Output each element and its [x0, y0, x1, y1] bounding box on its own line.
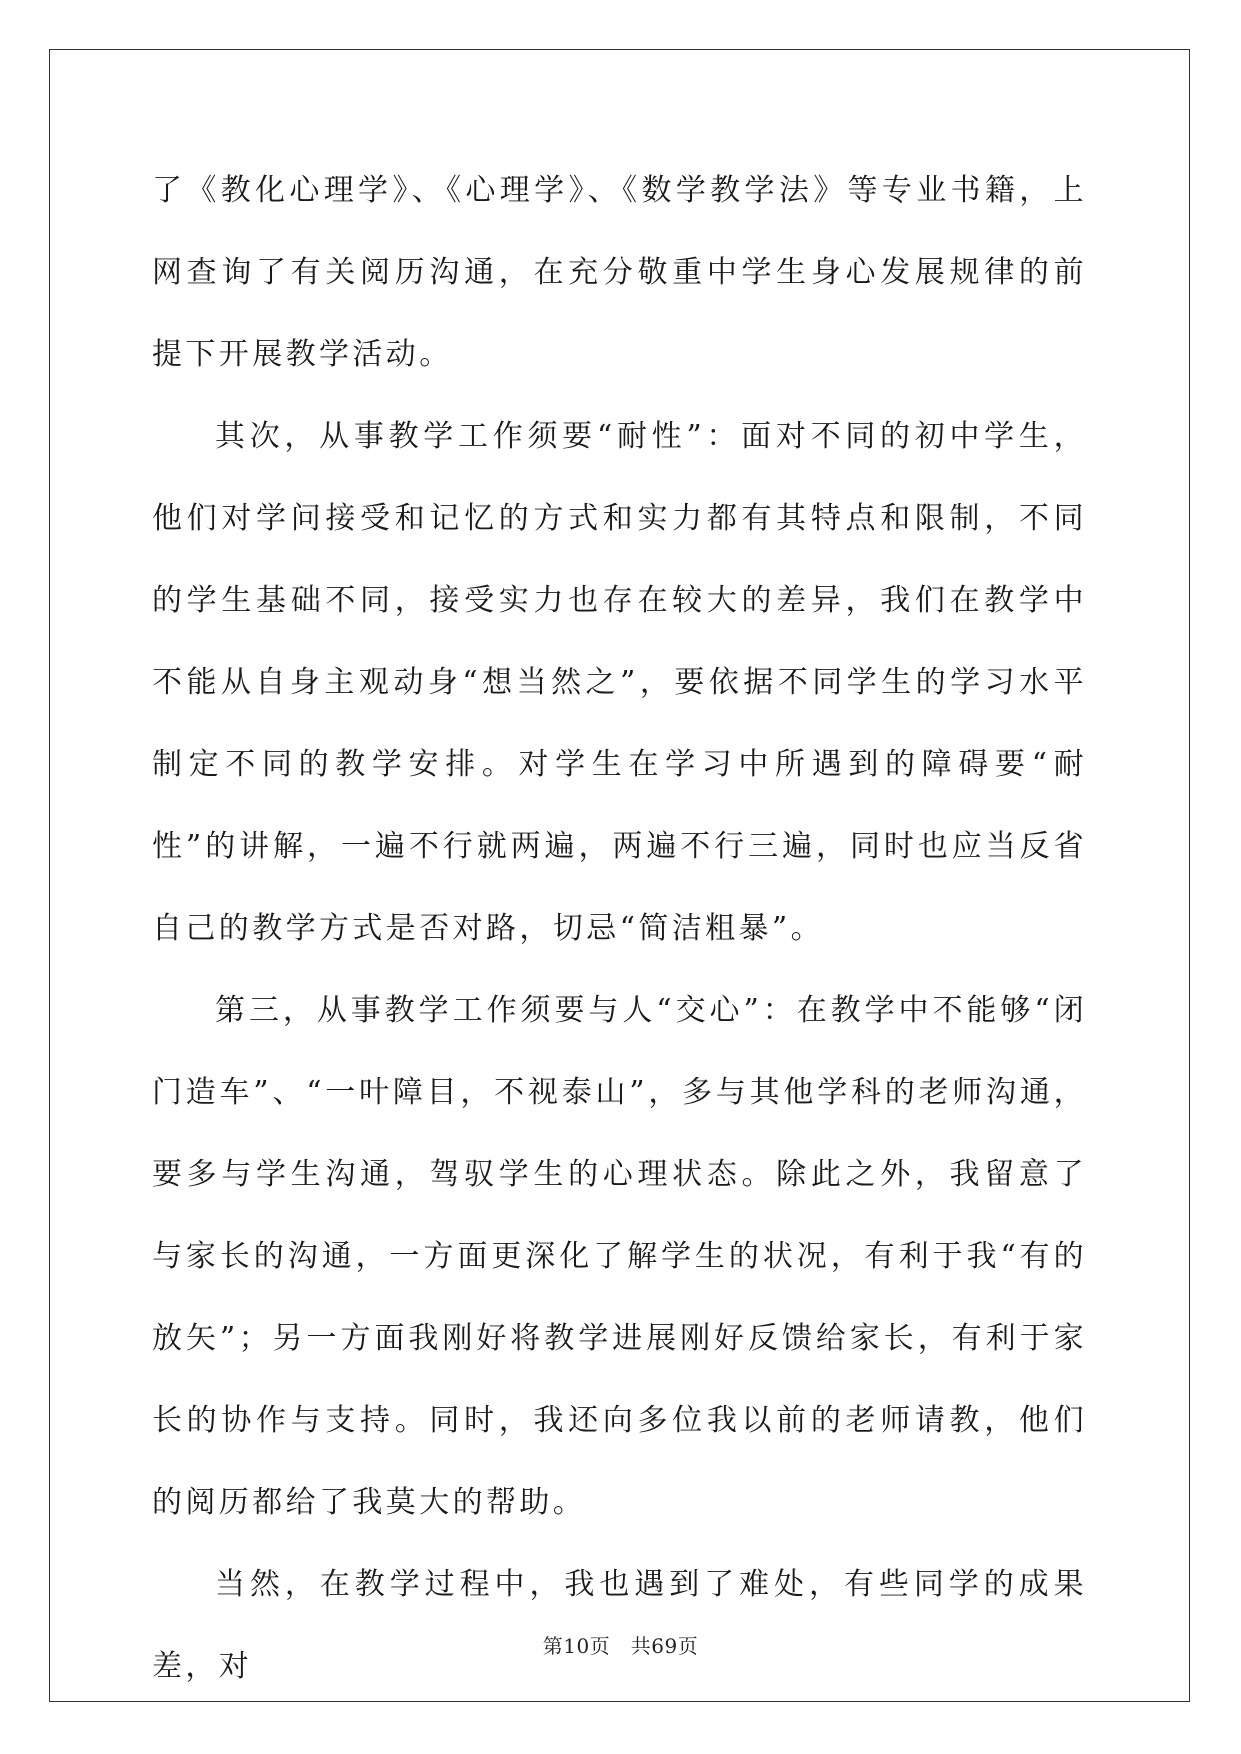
paragraph-1: 了《教化心理学》、《心理学》、《数学教学法》等专业书籍，上网查询了有关阅历沟通，在充分敬重中学生身心发展规律的前提下开展教学活动。	[152, 173, 1087, 372]
paragraph-2: 其次，从事教学工作须要“耐性”：面对不同的初中学生，他们对学问接受和记忆的方式和实力都有其特点和限制，不同的学生基础不同，接受实力也存在较大的差异，我们在教学中不能从自身主观动身“想当然之”，要依据不同学生的学习水平制定不同的教学安排。对学生在学习中所遇到的障碍要“耐性”的讲解，一遍不行就两遍，两遍不行三遍，同时也应当反省自己的教学方式是否对路，切忌“简洁粗暴”。	[152, 419, 1087, 946]
page-number-footer: 第10页 共69页	[542, 1634, 699, 1658]
document-body	[152, 150, 1087, 1708]
paragraph-3: 第三，从事教学工作须要与人“交心”：在教学中不能够“闭门造车”、“一叶障目，不视泰山”，多与其他学科的老师沟通，要多与学生沟通，驾驭学生的心理状态。除此之外，我留意了与家长的沟通，一方面更深化了解学生的状况，有利于我“有的放矢”；另一方面我刚好将教学进展刚好反馈给家长，有利于家长的协作与支持。同时，我还向多位我以前的老师请教，他们的阅历都给了我莫大的帮助。	[152, 993, 1087, 1520]
paragraph-4: 当然，在教学过程中，我也遇到了难处，有些同学的成果差，对	[152, 1567, 1087, 1684]
